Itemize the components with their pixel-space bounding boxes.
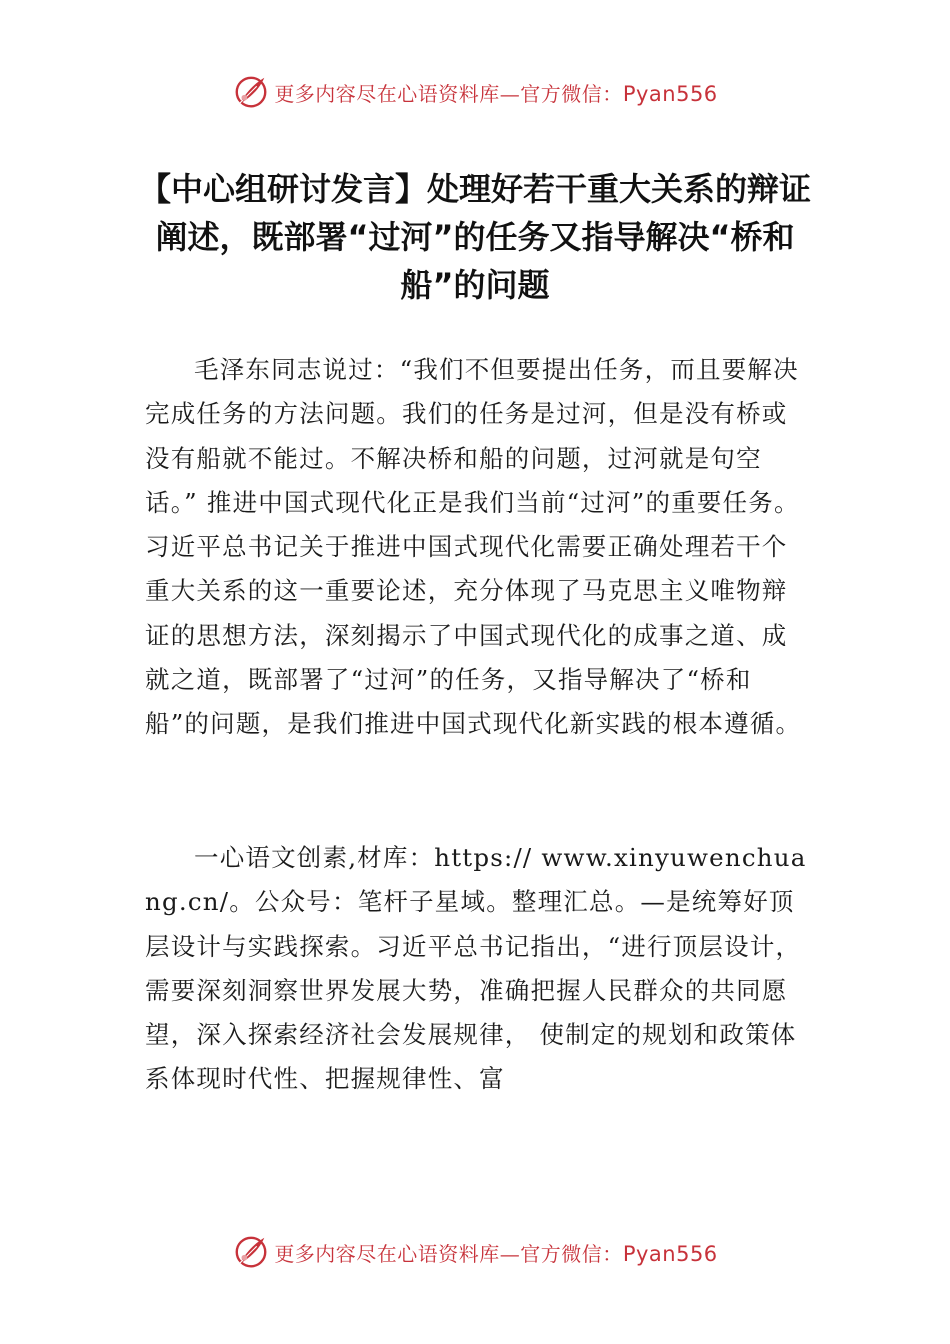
footer-banner — [0, 1230, 950, 1274]
wechat-id: Pyan556 — [622, 81, 718, 106]
banner-text: 更多内容尽在心语资料库—官方微信：Pyan556 — [274, 1241, 718, 1266]
banner-text: 更多内容尽在心语资料库—官方微信：Pyan556 — [274, 81, 718, 106]
document-title: 【中心组研讨发言】处理好若干重大关系的辩证阐述，既部署“过河”的任务又指导解决“桥和船”的问题 — [138, 170, 811, 304]
body-paragraph-2: 一心语文创素,材库：https:// www.xinyuwenchuang.cn/。公众号：笔杆子星域。整理汇总。—是统筹好顶层设计与实践探索。习近平总书记指出，“进行顶层设计，需要深刻洞察世界发展大势，准确把握人民群众的共同愿望，深入探索经济社会发展规律， 使制定的规划和政策体系体现时代性、把握规律性、富 — [145, 843, 807, 1094]
quill-pen-logo-icon — [232, 73, 270, 111]
body-paragraph-1: 毛泽东同志说过：“我们不但要提出任务，而且要解决完成任务的方法问题。我们的任务是过河，但是没有桥或没有船就不能过。不解决桥和船的问题，过河就是句空话。” 推进中国式现代化正是我们当前“过河”的重要任务。习近平总书记关于推进中国式现代化需要正确处理若干个重大关系的这一重要论述，充分体现了马克思主义唯物辩证的思想方法，深刻揭示了中国式现代化的成事之道、成就之道，既部署了“过河”的任务，又指导解决了“桥和船”的问题，是我们推进中国式现代化新实践的根本遵循。 — [145, 355, 802, 739]
quill-pen-logo-icon — [232, 1233, 270, 1271]
header-banner — [0, 70, 950, 114]
wechat-id: Pyan556 — [622, 1241, 718, 1266]
